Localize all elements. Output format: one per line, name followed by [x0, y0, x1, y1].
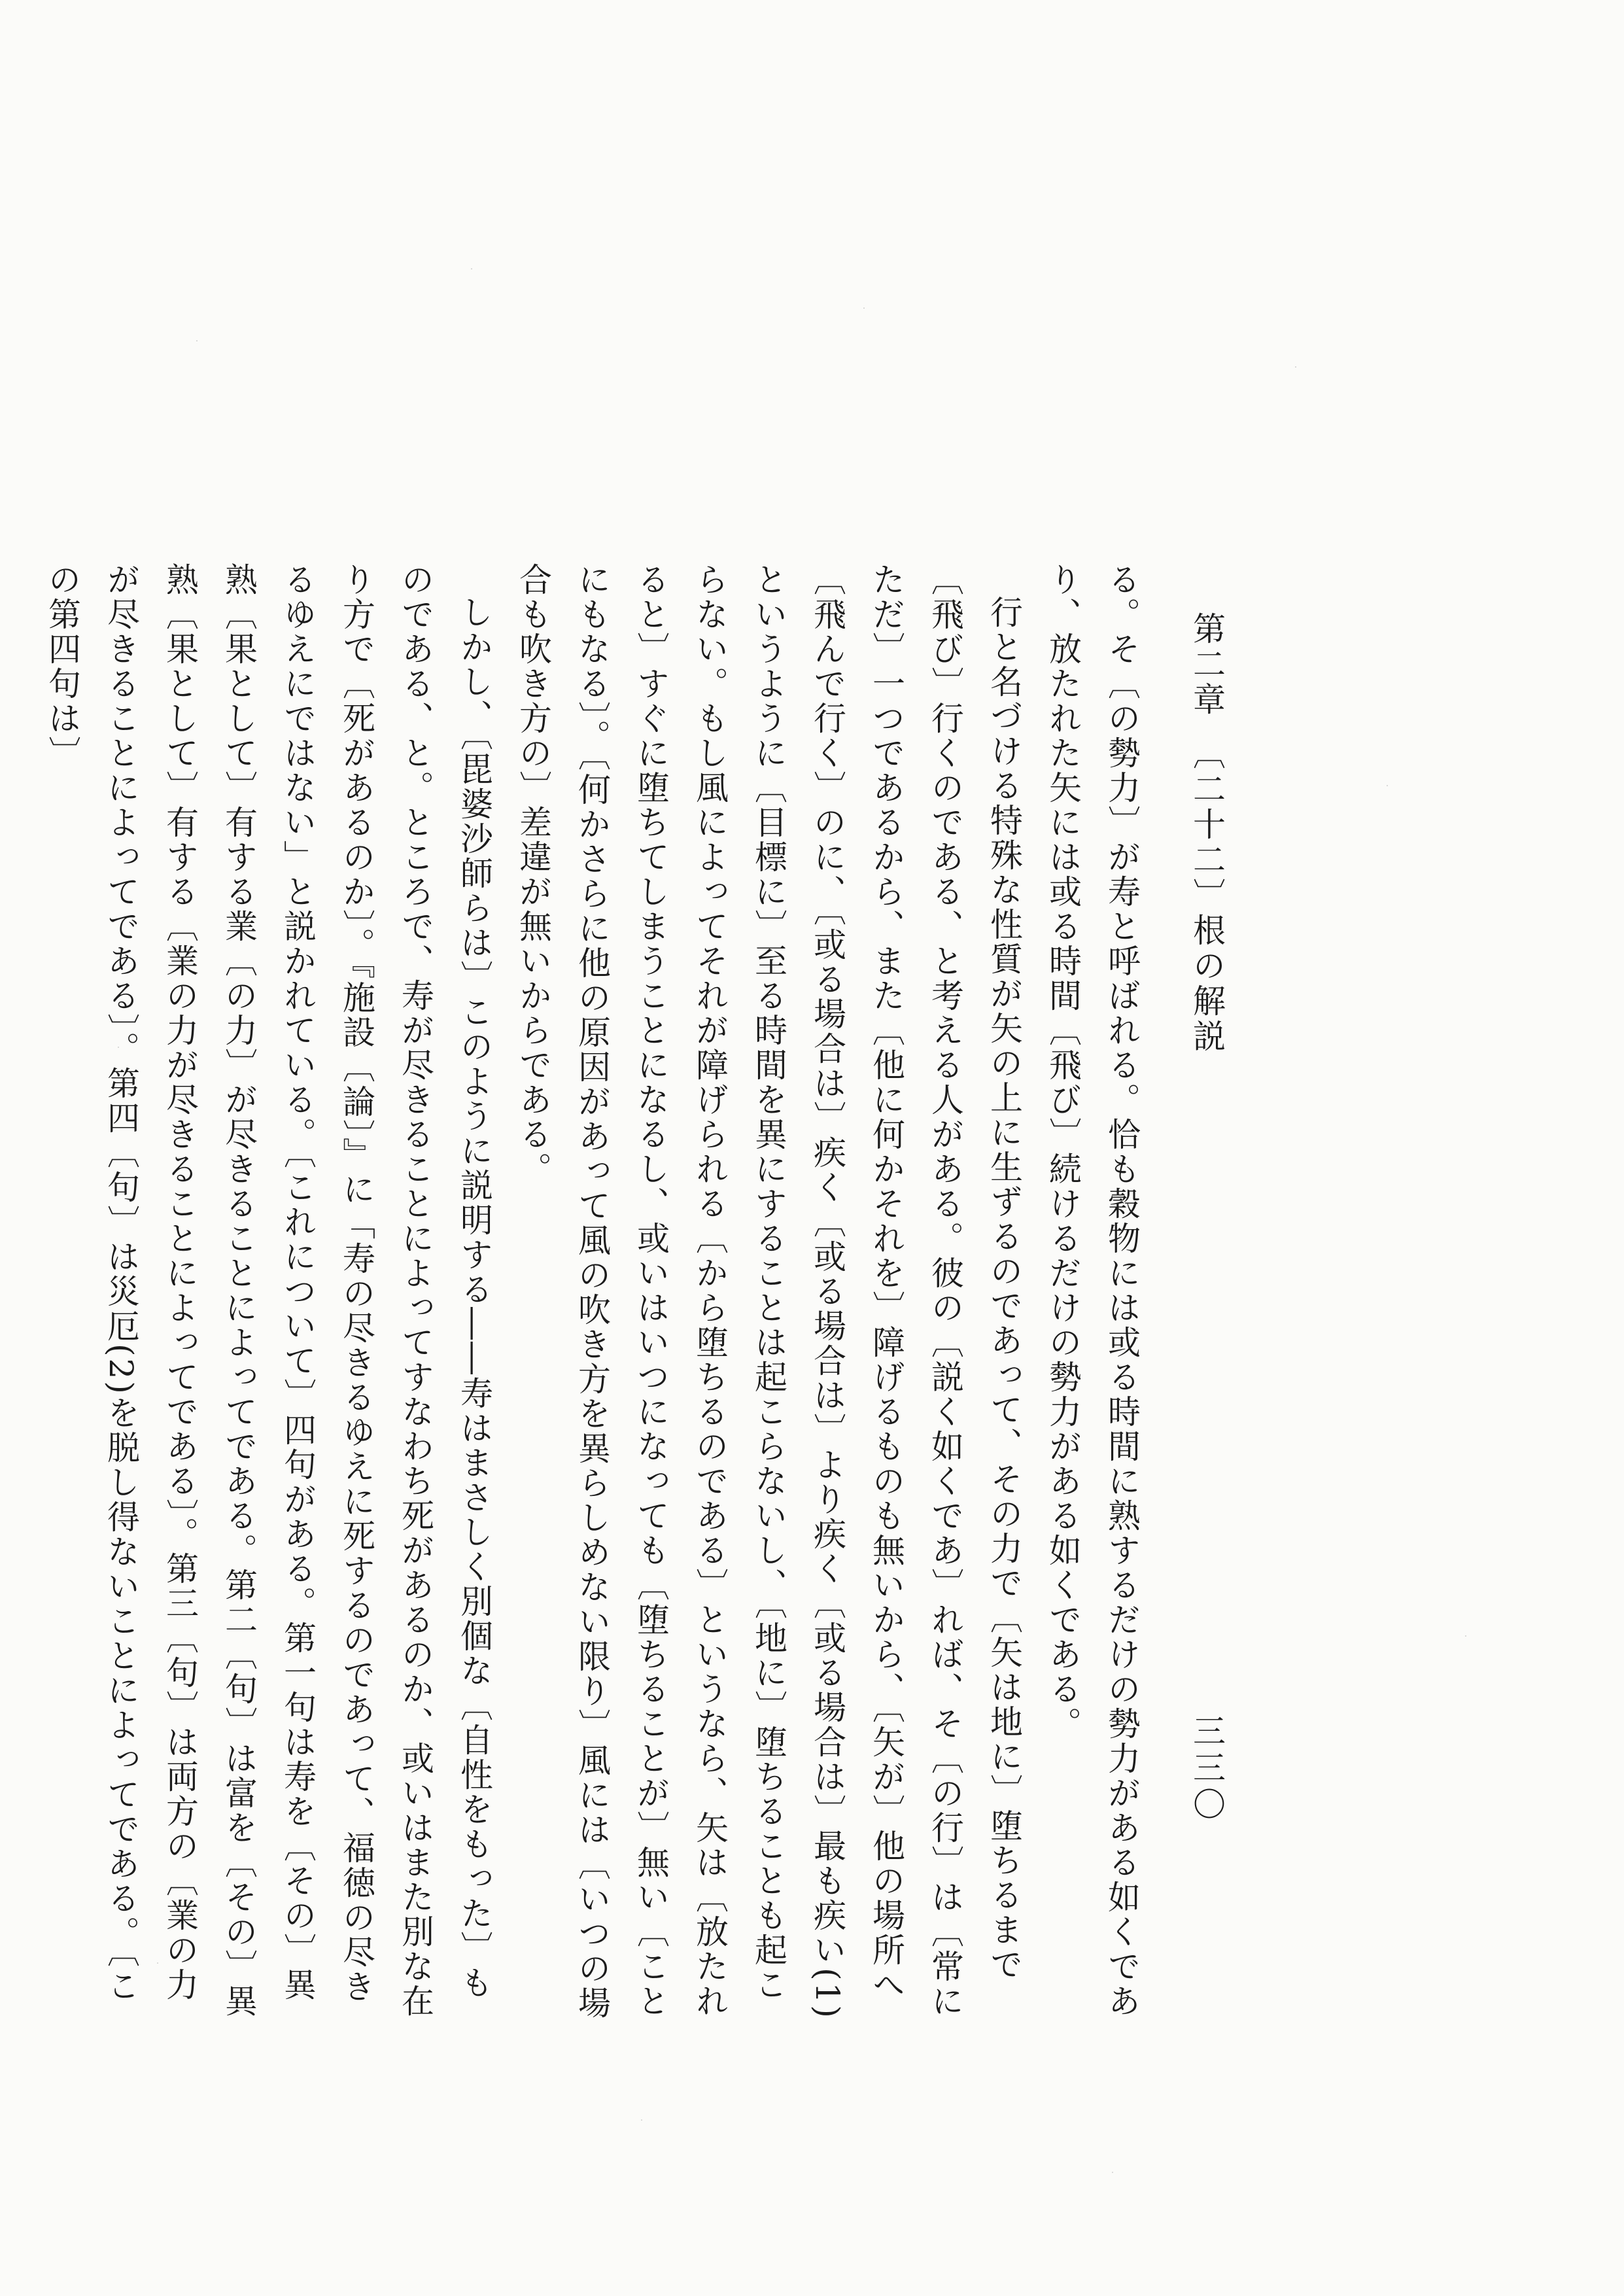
scan-speckle: [1112, 2172, 1113, 2173]
scan-speckle: [863, 307, 865, 309]
scan-speckle: [1465, 1635, 1466, 1637]
page-number: 三三〇: [1188, 1714, 1226, 1824]
scan-speckle: [1295, 366, 1296, 368]
paragraph: 行と名づける特殊な性質が矢の上に生ずるのであって、その力で〔矢は地に〕堕ちるまで〔飛び〕行くのである、と考える人がある。彼の〔説く如くであ〕れば、そ〔の行〕は〔常にただ〕一つであるから、また〔他に何かそれを〕障げるものも無いから、〔矢が〕他の場所へ〔飛んで行く〕のに、〔或る場合は〕疾く〔或る場合は〕より疾く〔或る場合は〕最も疾い(1)というように〔目標に〕至る時間を異にすることは起こらないし、〔地に〕堕ちることも起こらない。もし風によってそれが障げられる〔から堕ちるのである〕というなら、矢は〔放たれると〕すぐに堕ちてしまうことになるし、或いはいつになっても〔堕ちることが〕無い〔ことにもなる〕。〔何かさらに他の原因があって風の吹き方を異らしめない限り〕風には〔いつの場合も吹き方の〕差違が無いからである。: [514, 563, 1023, 2021]
body-text: [43, 563, 1151, 2028]
scan-speckle: [471, 268, 472, 270]
scan-speckle: [641, 2119, 642, 2121]
paragraph: る。そ〔の勢力〕が寿と呼ばれる。恰も穀物には或る時間に熟するだけの勢力がある如くであり、放たれた矢には或る時間〔飛び〕続けるだけの勢力がある如くである。: [1044, 563, 1141, 2019]
chapter-header: 第二章 〔二十二〕根の解説: [1188, 612, 1226, 1054]
scan-speckle: [1387, 785, 1388, 786]
scan-speckle: [196, 340, 198, 341]
paragraph: しかし、〔毘婆沙師らは〕このように説明する――寿はまさしく別個な〔自性をもった〕ものである、と。ところで、寿が尽きることによってすなわち死があるのか、或いはまた別な在り方で〔死があるのか〕。『施設〔論〕』に「寿の尽きるゆえに死するのであって、福徳の尽きるゆえにではない」と説かれている。〔これについて〕四句がある。第一句は寿を〔その〕異熟〔果として〕有する業〔の力〕が尽きることによってである。第二〔句〕は富を〔その〕異熟〔果として〕有する〔業の力が尽きることによってである〕。第三〔句〕は両方の〔業の力が尽きることによってである〕。第四〔句〕は災厄(2)を脱し得ないことによってである。〔この第四句は〕: [43, 563, 493, 2019]
